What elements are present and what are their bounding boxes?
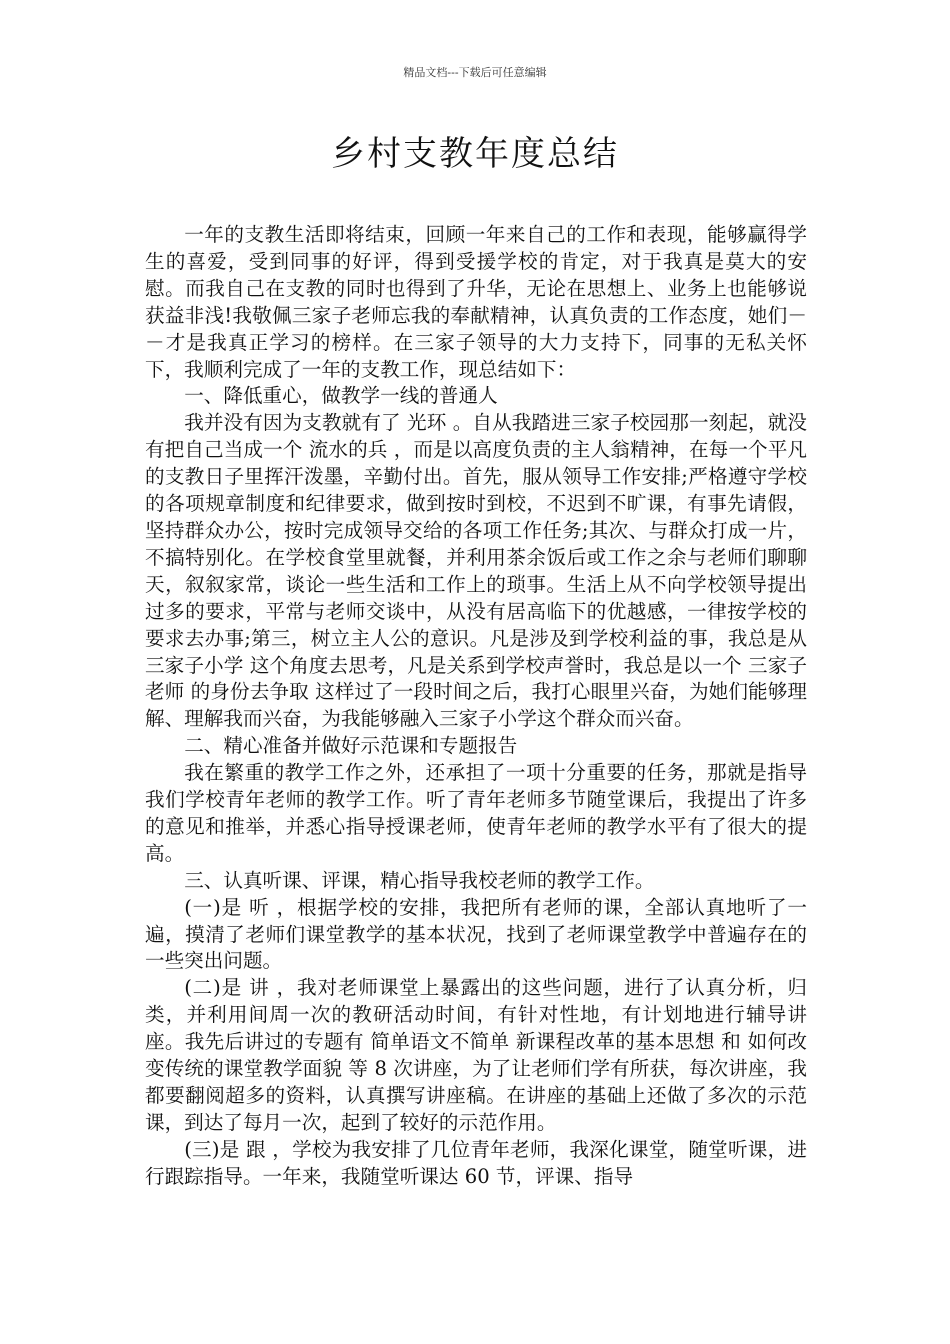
document-title: 乡村支教年度总结 [331,134,619,174]
section-heading-2: 二、精心准备并做好示范课和专题报告 [184,734,518,758]
paragraph-intro: 一年的支教生活即将结束，回顾一年来自己的工作和表现，能够赢得学生的喜爱，受到同事的好评，得到受援学校的肯定，对于我真是莫大的安慰。而我自己在支教的同时也得到了升华，无论在思想上、业务上也能够说获益非浅!我敬佩三家子老师忘我的奉献精神，认真负责的工作态度，她们－－才是我真正学习的榜样。在三家子领导的大力支持下，同事的无私关怀下，我顺利完成了一年的支教工作，现总结如下： [145,223,807,381]
paragraph-item-2: (二)是 讲 ，我对老师课堂上暴露出的这些问题，进行了认真分析，归类，并利用间周一次的教研活动时间，有针对性地，有计划地进行辅导讲座。我先后讲过的专题有 简单语文不简单 新课程改革的基本思想 和 如何改变传统的课堂教学面貌 等 8 次讲座，为了让老师们学有所获，每次讲座，我都要翻阅超多的资料，认真撰写讲座稿。在讲座的基础上还做了多次的示范课，到达了每月一次，起到了较好的示范作用。 [145,976,807,1134]
paragraph-section-1: 我并没有因为支教就有了 光环 。自从我踏进三家子校园那一刻起，就没有把自己当成一个 流水的兵 ，而是以高度负责的主人翁精神，在每一个平凡的支教日子里挥汗泼墨，辛勤付出。首先，服从领导工作安排;严格遵守学校的各项规章制度和纪律要求，做到按时到校，不迟到不旷课，有事先请假，坚持群众办公，按时完成领导交给的各项工作任务;其次、与群众打成一片，不搞特别化。在学校食堂里就餐，并利用茶余饭后或工作之余与老师们聊聊天，叙叙家常，谈论一些生活和工作上的琐事。生活上从不向学校领导提出过多的要求，平常与老师交谈中，从没有居高临下的优越感，一律按学校的要求去办事;第三，树立主人公的意识。凡是涉及到学校利益的事，我总是从 三家子小学 这个角度去思考，凡是关系到学校声誉时，我总是以一个 三家子老师 的身份去争取 这样过了一段时间之后，我打心眼里兴奋，为她们能够理解、理解我而兴奋，为我能够融入三家子小学这个群众而兴奋。 [145,411,807,731]
paragraph-item-3: (三)是 跟 ，学校为我安排了几位青年老师，我深化课堂，随堂听课，进行跟踪指导。一年来，我随堂听课达 60 节，评课、指导 [145,1137,807,1188]
paragraph-section-2: 我在繁重的教学工作之外，还承担了一项十分重要的任务，那就是指导我们学校青年老师的教学工作。听了青年老师多节随堂课后，我提出了许多的意见和推举，并悉心指导授课老师，使青年老师的教学水平有了很大的提高。 [145,761,807,865]
page-header-note: 精品文档---下载后可任意编辑 [403,66,547,79]
section-heading-3: 三、认真听课、评课，精心指导我校老师的教学工作。 [184,868,655,892]
document-body [145,222,807,1191]
section-heading-1: 一、降低重心，做教学一线的普通人 [184,384,498,408]
paragraph-item-1: (一)是 听 ，根据学校的安排，我把所有老师的课，全部认真地听了一遍，摸清了老师们课堂教学的基本状况，找到了老师课堂教学中普遍存在的一些突出问题。 [145,895,807,973]
